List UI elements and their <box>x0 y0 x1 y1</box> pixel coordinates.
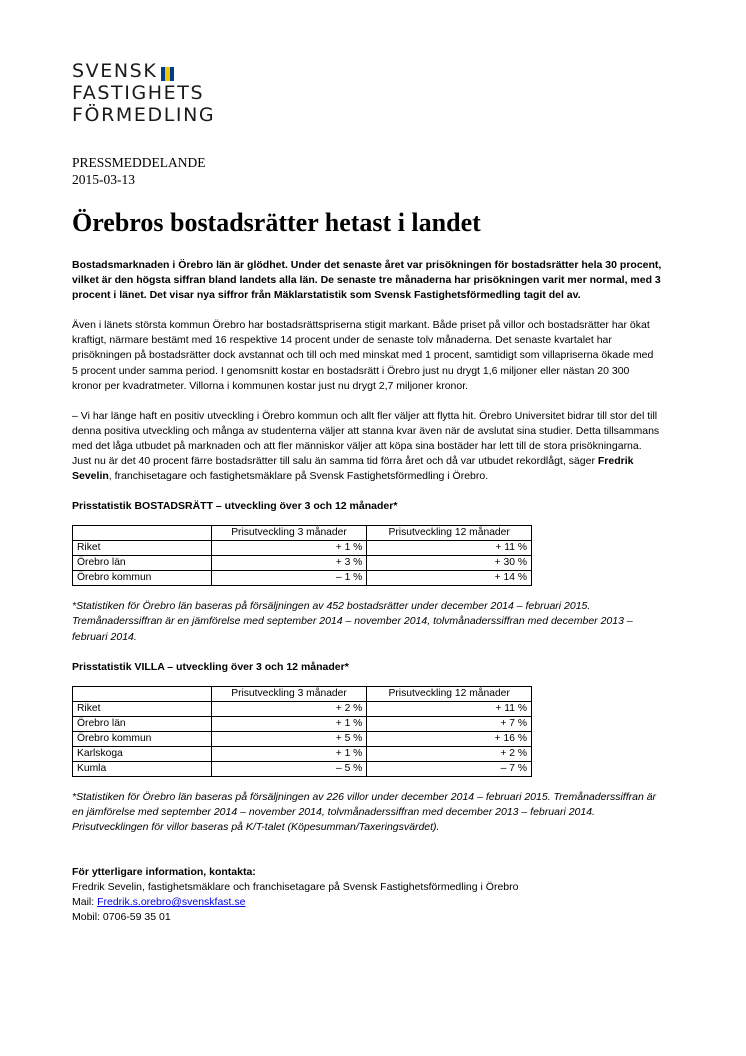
table-bostadsratt <box>72 525 532 586</box>
email-link[interactable]: Fredrik.s.orebro@svenskfast.se <box>97 896 246 909</box>
article-body <box>72 258 662 925</box>
press-date: 2015-03-13 <box>72 172 135 187</box>
table-row: Örebro län + 3 % + 30 % <box>73 556 532 571</box>
body-paragraph: Även i länets största kommun Örebro har bostadsrättspriserna stigit markant. Både priset på villor och bostadsrätter har ökat kraftigt, närmare bestämt med 16 respektive 14 procent under de senaste tolv månaderna. Det senaste kvartalet har prisökningen på bostadsrätter dock avstannat och till och med minskat med 1 procent, samtidigt som villapriserna ökade med 5 procent under samma period. I genomsnitt kostar en bostadsrätt i Örebro just nu drygt 1,6 miljoner eller nästan 20 300 kronor per kvadratmeter. Villorna i kommunen kostar just nu drygt 2,7 miljoner kronor. <box>72 319 654 392</box>
page-title: Örebros bostadsrätter hetast i landet <box>72 208 481 237</box>
table-villa <box>72 686 532 777</box>
table-villa-note: *Statistiken för Örebro län baseras på försäljningen av 226 villor under december 2014 – februari 2015. Tremånaderssiffran är en jämförelse med september 2014 – november 2014, tolvmånaderssiffran med december 2013 – februari 2014. Prisutvecklingen för villor baseras på K/T-talet (Köpesumman/Taxeringsvärdet). <box>72 790 657 833</box>
table-header-cell: Prisutveckling 12 månader <box>367 526 532 541</box>
logo-line-3: FÖRMEDLING <box>72 104 216 126</box>
contact-mail: Mail: Fredrik.s.orebro@svenskfast.se <box>72 896 246 909</box>
logo-line-1: SVENSK <box>72 60 158 82</box>
table-header-row <box>73 526 532 541</box>
contact-person: Fredrik Sevelin, fastighetsmäklare och franchisetagare på Svensk Fastighetsförmedling i Örebro <box>72 881 519 894</box>
quote-paragraph: – Vi har länge haft en positiv utveckling i Örebro kommun och allt fler väljer att flytta hit. Örebro Universitet bidrar till stor del till denna positiva utveckling och många av studenterna väljer att stanna kvar även när de avslutat sina studier. Detta tillsammans med det låga utbudet på marknaden och att fler människor väljer att köpa sina bostäder har lett till de stora prisökningarna. Just nu är det 40 procent färre bostadsrätter till salu än samma tid förra året och då var utbudet rekordlågt, säger Fredrik Sevelin, franchisetagare och fastighetsmäklare på Svensk Fastighetsförmedling i Örebro. <box>72 409 660 483</box>
table-header-cell: Prisutveckling 12 månader <box>367 686 532 701</box>
press-label: PRESSMEDDELANDE <box>72 155 206 170</box>
table-header-row <box>73 686 532 701</box>
table-row: Kumla – 5 % – 7 % <box>73 761 532 776</box>
swedish-flag-icon <box>161 64 174 78</box>
table-row: Riket + 1 % + 11 % <box>73 541 532 556</box>
table-br-title: Prisstatistik BOSTADSRÄTT – utveckling över 3 och 12 månader* <box>72 500 398 513</box>
press-header <box>72 154 206 188</box>
table-header-cell: Prisutveckling 3 månader <box>211 686 367 701</box>
quote-person: Fredrik Sevelin <box>72 455 634 483</box>
table-header-cell: Prisutveckling 3 månader <box>211 526 367 541</box>
contact-mobile: Mobil: 0706-59 35 01 <box>72 911 171 924</box>
logo-line-2: FASTIGHETS <box>72 82 205 104</box>
contact-block <box>72 865 662 925</box>
table-villa-title: Prisstatistik VILLA – utveckling över 3 och 12 månader* <box>72 660 349 673</box>
table-row: Örebro kommun + 5 % + 16 % <box>73 731 532 746</box>
contact-heading: För ytterligare information, kontakta: <box>72 865 256 878</box>
lead-paragraph: Bostadsmarknaden i Örebro län är glödhet. Under det senaste året var prisökningen för bostadsrätter hela 30 procent, vilket är den högsta siffran bland landets alla län. De senaste tre månaderna har prisökningen varit mer normal, med 3 procent i länet. Det visar nya siffror från Mäklarstatistik som Svensk Fastighetsförmedling tagit del av. <box>72 259 662 302</box>
table-row: Riket + 2 % + 11 % <box>73 701 532 716</box>
table-row: Örebro län + 1 % + 7 % <box>73 716 532 731</box>
table-row: Örebro kommun – 1 % + 14 % <box>73 571 532 586</box>
table-br-note: *Statistiken för Örebro län baseras på försäljningen av 452 bostadsrätter under december 2014 – februari 2015. Tremånaderssiffran är en jämförelse med september 2014 – november 2014, tolvmånaderssiffran med december 2013 – februari 2014. <box>72 600 633 643</box>
table-header-cell <box>73 686 212 701</box>
table-row: Karlskoga + 1 % + 2 % <box>73 746 532 761</box>
table-header-cell <box>73 526 212 541</box>
company-logo <box>72 60 215 126</box>
